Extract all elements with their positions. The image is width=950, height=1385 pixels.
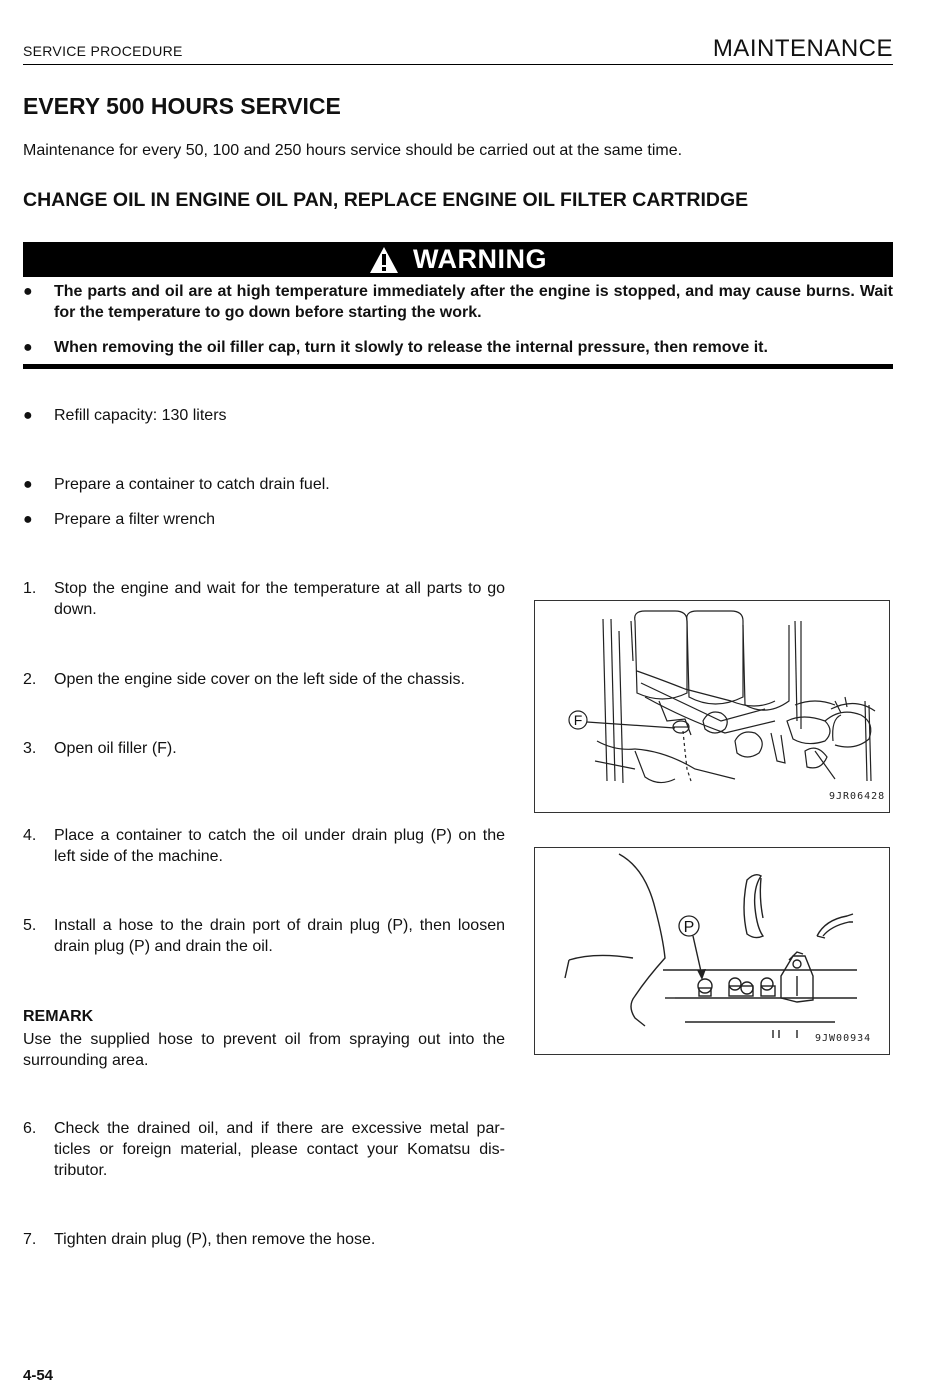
step-6 — [23, 1118, 505, 1181]
header-rule — [23, 64, 893, 65]
warning-item — [23, 337, 893, 358]
step-number: 7. — [23, 1231, 37, 1248]
step-number: 2. — [23, 671, 37, 688]
step-text: Place a container to catch the oil under drain plug (P) on the left side of the machine. — [54, 827, 505, 865]
step-1 — [23, 578, 505, 620]
warning-triangle-icon — [369, 246, 399, 274]
step-text: Install a hose to the drain port of drain plug (P), then loosen drain plug (P) and drain the oil. — [54, 917, 505, 955]
step-5 — [23, 915, 505, 957]
figure-code: 9JW00934 — [815, 1033, 872, 1044]
warning-item-text: The parts and oil are at high temperature immediately after the engine is stopped, and may cause burns. Wait for the temperature to go down before starting the work. — [54, 283, 893, 321]
bullet-item-text: Refill capacity: 130 liters — [54, 407, 227, 424]
warning-label: WARNING — [413, 244, 547, 274]
bullet-icon: ● — [23, 476, 33, 493]
step-number: 4. — [23, 827, 37, 844]
step-2 — [23, 669, 505, 690]
step-number: 6. — [23, 1120, 37, 1137]
step-text: Check the drained oil, and if there are excessive metal par-ticles or foreign material, please contact your Komatsu dis-tributor. — [54, 1120, 505, 1179]
bullet-icon: ● — [23, 407, 33, 424]
page-title: EVERY 500 HOURS SERVICE — [23, 93, 341, 119]
remark-heading: REMARK — [23, 1008, 94, 1025]
warning-item — [23, 281, 893, 323]
bullet-icon: ● — [23, 283, 33, 300]
figure-oil-filler — [534, 600, 890, 813]
step-text: Open oil filler (F). — [54, 740, 177, 757]
bullet-item-text: Prepare a filter wrench — [54, 511, 215, 528]
step-number: 5. — [23, 917, 37, 934]
step-text: Tighten drain plug (P), then remove the hose. — [54, 1231, 376, 1248]
warning-banner — [23, 242, 893, 277]
callout-p-label: P — [683, 919, 695, 936]
intro-text: Maintenance for every 50, 100 and 250 hours service should be carried out at the same time. — [23, 142, 683, 159]
section-header: SERVICE PROCEDURE — [23, 43, 183, 59]
bullet-icon: ● — [23, 339, 33, 356]
step-4 — [23, 825, 505, 867]
step-text: Stop the engine and wait for the temperature at all parts to go down. — [54, 580, 505, 618]
bullet-item — [23, 509, 513, 530]
callout-f-label: F — [573, 712, 583, 728]
figure-drain-plug — [534, 847, 890, 1055]
bullet-item — [23, 474, 513, 495]
warning-item-text: When removing the oil filler cap, turn it slowly to release the internal pressure, then remove it. — [54, 339, 768, 356]
section-title: CHANGE OIL IN ENGINE OIL PAN, REPLACE ENGINE OIL FILTER CARTRIDGE — [23, 189, 749, 211]
remark-text: Use the supplied hose to prevent oil from spraying out into the surrounding area. — [23, 1031, 505, 1069]
step-3 — [23, 738, 505, 759]
engine-oil-filler-illustration-icon — [535, 601, 889, 812]
step-number: 3. — [23, 740, 37, 757]
bullet-item — [23, 405, 513, 426]
step-7 — [23, 1229, 505, 1250]
page-number: 4-54 — [23, 1367, 54, 1384]
figure-code: 9JR06428 — [829, 791, 886, 802]
bullet-icon: ● — [23, 511, 33, 528]
step-text: Open the engine side cover on the left side of the chassis. — [54, 671, 465, 688]
bullet-item-text: Prepare a container to catch drain fuel. — [54, 476, 330, 493]
warning-end-rule — [23, 364, 893, 369]
chapter-header: MAINTENANCE — [712, 35, 893, 62]
step-number: 1. — [23, 580, 37, 597]
drain-plug-illustration-icon — [535, 848, 889, 1054]
